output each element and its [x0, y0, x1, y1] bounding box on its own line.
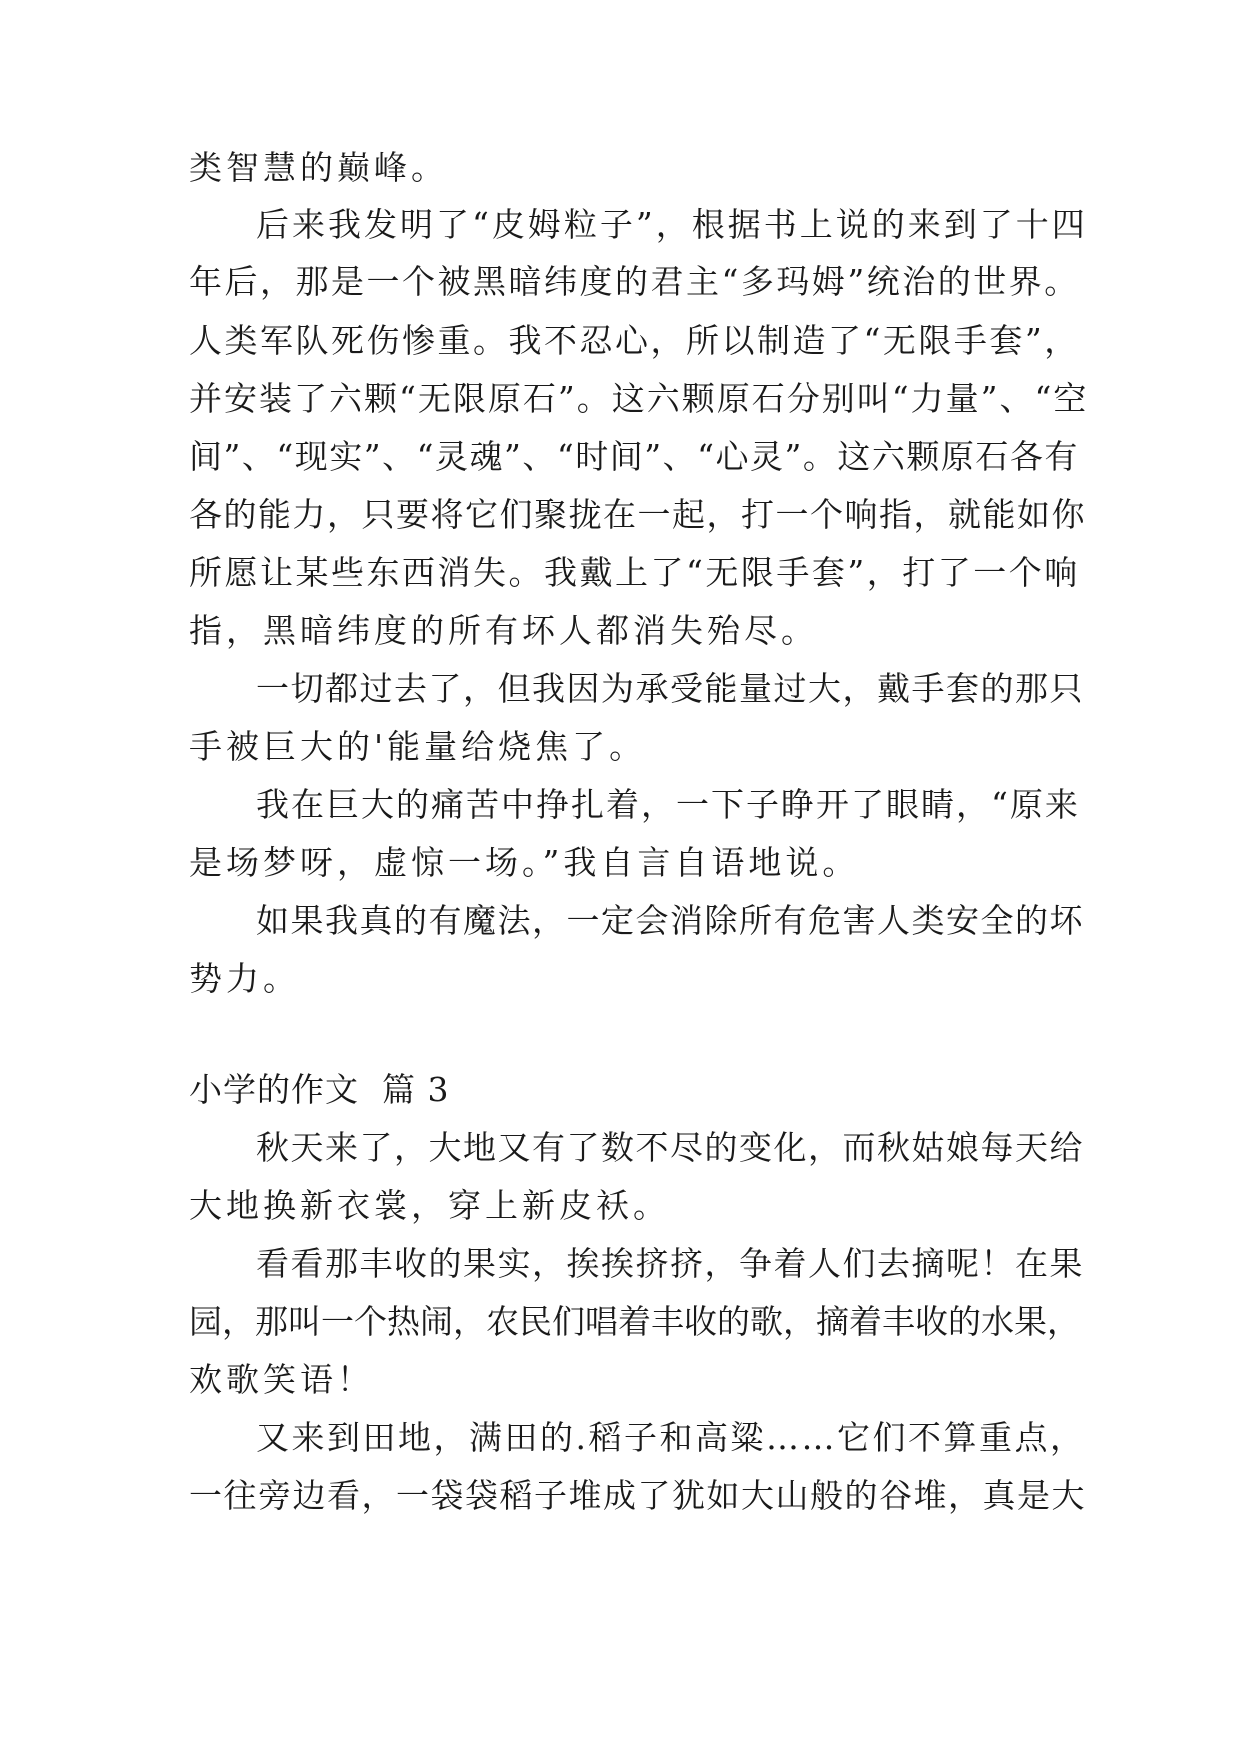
text-line: 一往旁边看，一袋袋稻子堆成了犹如大山般的谷堆，真是大 — [189, 1476, 1086, 1515]
text-line: 欢歌笑语！ — [189, 1360, 374, 1399]
text-line: 所愿让某些东西消失。我戴上了“无限手套”，打了一个响 — [189, 553, 1080, 592]
text-line: 手被巨大的'能量给烧焦了。 — [189, 727, 647, 766]
text-line: 间”、“现实”、“灵魂”、“时间”、“心灵”。这六颗原石各有 — [189, 437, 1079, 476]
text-line: 指，黑暗纬度的所有坏人都消失殆尽。 — [189, 611, 818, 650]
paragraph-first-line: 一切都过去了，但我因为承受能量过大，戴手套的那只 — [256, 669, 1084, 708]
text-line: 类智慧的巅峰。 — [189, 148, 448, 187]
text-line: 园，那叫一个热闹，农民们唱着丰收的歌，摘着丰收的水果， — [189, 1302, 1080, 1341]
text-line: 势力。 — [189, 959, 300, 998]
text-line: 各的能力，只要将它们聚拢在一起，打一个响指，就能如你 — [189, 495, 1086, 534]
paragraph-first-line: 如果我真的有魔法，一定会消除所有危害人类安全的坏 — [256, 901, 1084, 940]
section-heading: 小学的作文 篇 3 — [189, 1070, 450, 1109]
paragraph-first-line: 看看那丰收的果实，挨挨挤挤，争着人们去摘呢！在果 — [256, 1244, 1084, 1283]
paragraph-first-line: 又来到田地，满田的.稻子和高粱……它们不算重点， — [256, 1418, 1086, 1457]
text-line: 是场梦呀，虚惊一场。”我自言自语地说。 — [189, 843, 860, 882]
text-line: 并安装了六颗“无限原石”。这六颗原石分别叫“力量”、“空 — [189, 379, 1089, 418]
text-line: 人类军队死伤惨重。我不忍心，所以制造了“无限手套”， — [189, 321, 1080, 360]
text-line: 大地换新衣裳，穿上新皮袄。 — [189, 1186, 670, 1225]
paragraph-first-line: 后来我发明了“皮姆粒子”，根据书上说的来到了十四 — [256, 205, 1088, 244]
text-line: 年后，那是一个被黑暗纬度的君主“多玛姆”统治的世界。 — [189, 262, 1080, 301]
paragraph-first-line: 秋天来了，大地又有了数不尽的变化，而秋姑娘每天给 — [256, 1128, 1084, 1167]
paragraph-first-line: 我在巨大的痛苦中挣扎着，一下子睁开了眼睛，“原来 — [256, 785, 1080, 824]
